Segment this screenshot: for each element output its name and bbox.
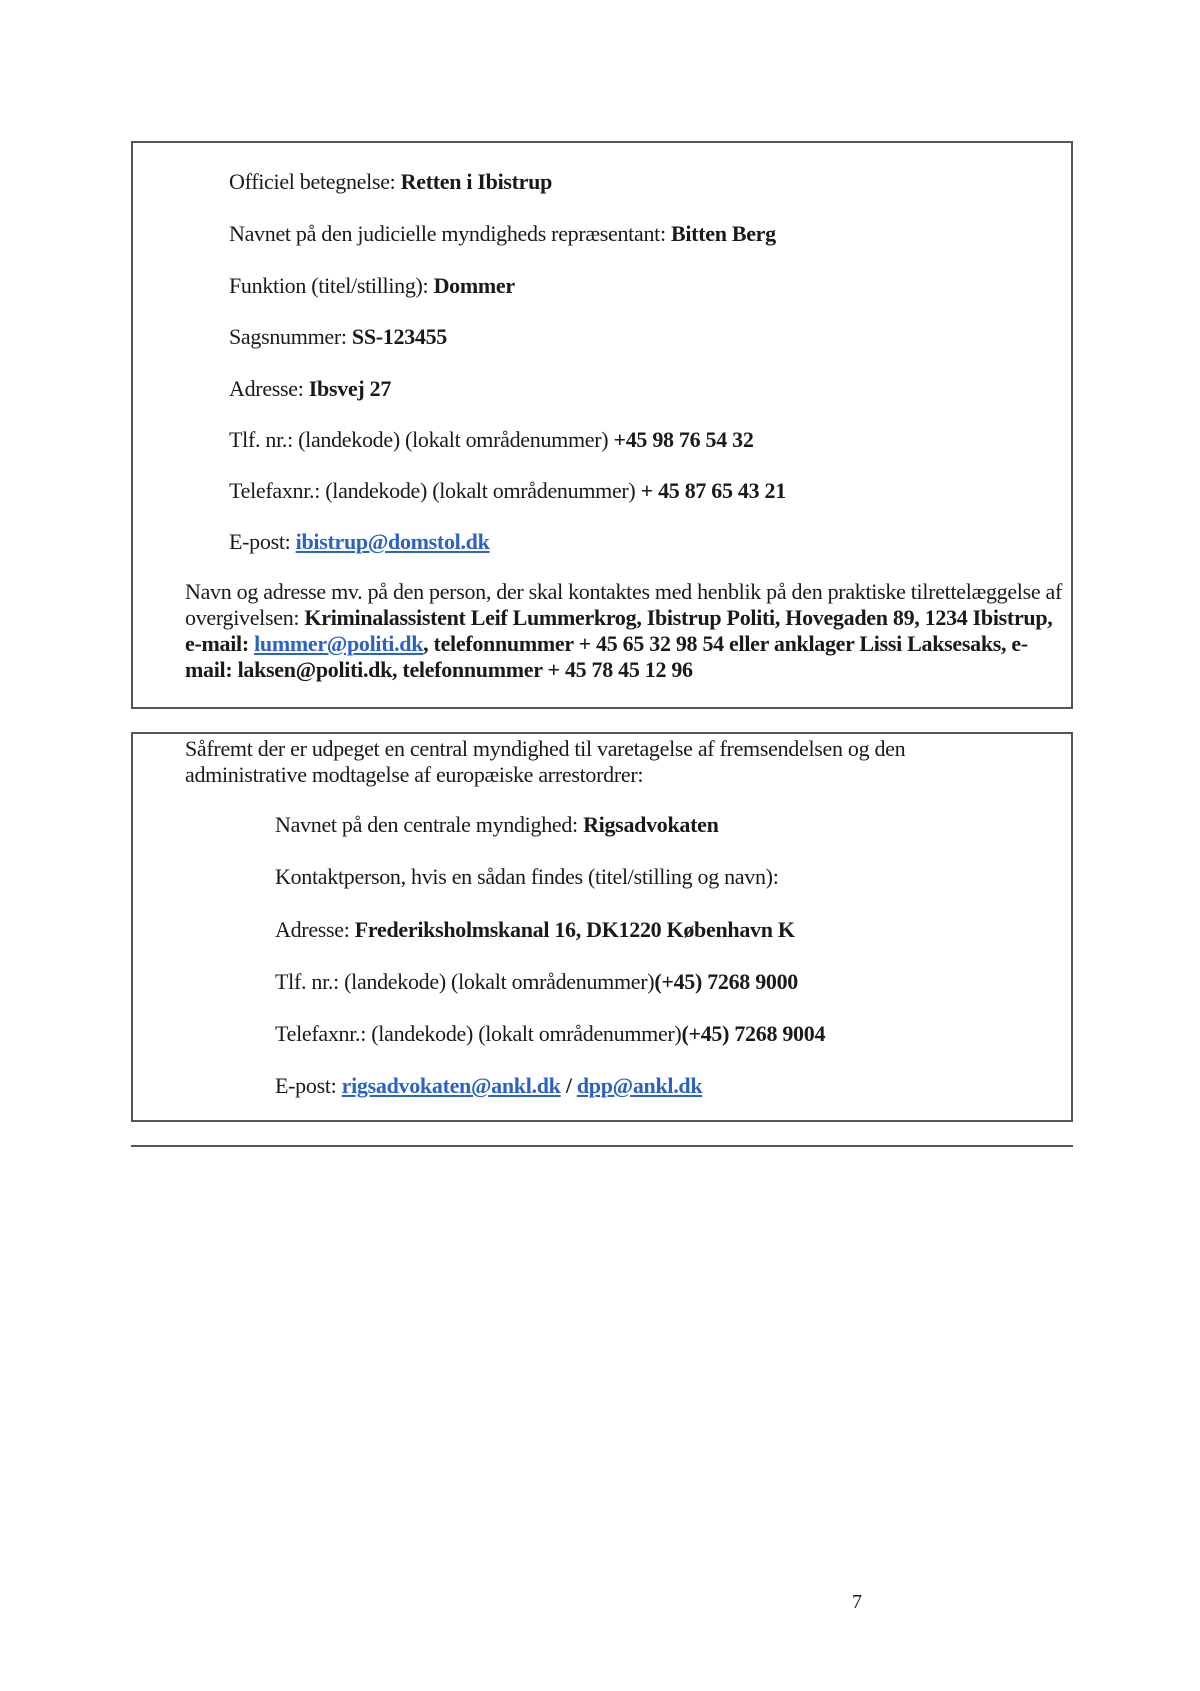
central-fax-label: Telefaxnr.: (landekode) (lokalt områdenummer) xyxy=(275,1021,682,1046)
function-label: Funktion (titel/stilling): xyxy=(229,273,434,298)
contact-intro: Navn og adresse mv. på den person, der skal kontaktes med henblik på den praktiske tilrettelæggelse af overgivelsen: xyxy=(185,579,1063,630)
contact-paragraph xyxy=(185,579,1065,683)
official-designation-value: Retten i Ibistrup xyxy=(400,169,553,194)
contact-person-label: Kontaktperson, hvis en sådan findes (titel/stilling og navn): xyxy=(275,864,779,889)
phone-line xyxy=(229,427,754,453)
case-number-label: Sagsnummer: xyxy=(229,324,352,349)
horizontal-rule xyxy=(131,1145,1073,1147)
email-line xyxy=(229,529,490,555)
representative-line xyxy=(229,221,776,247)
email-link[interactable]: ibistrup@domstol.dk xyxy=(295,529,490,554)
contact-email-link[interactable]: lummer@politi.dk xyxy=(254,631,424,656)
address-line xyxy=(229,376,391,402)
central-email-line xyxy=(275,1073,702,1099)
representative-label: Navnet på den judicielle myndigheds repræsentant: xyxy=(229,221,671,246)
central-fax-value: (+45) 7268 9004 xyxy=(681,1021,826,1046)
fax-line xyxy=(229,478,786,504)
function-value: Dommer xyxy=(433,273,515,298)
central-intro: Såfremt der er udpeget en central myndighed til varetagelse af fremsendelsen og den administrative modtagelse af europæiske arrestordrer: xyxy=(185,736,906,787)
central-email-link-2[interactable]: dpp@ankl.dk xyxy=(576,1073,703,1098)
contact-details-1: Kriminalassistent Leif Lummerkrog, Ibistrup Politi, Hovegaden 89, 1234 Ibistrup, e-mail: xyxy=(185,605,1053,656)
case-number-line xyxy=(229,324,447,350)
central-authority-label: Navnet på den centrale myndighed: xyxy=(275,812,584,837)
judicial-authority-box xyxy=(131,141,1073,709)
central-email-label: E-post: xyxy=(275,1073,342,1098)
central-address-label: Adresse: xyxy=(275,917,355,942)
contact-details-2: , telefonnummer + 45 65 32 98 54 eller anklager Lissi Laksesaks, e-mail: laksen@politi.dk, telefonnummer + 45 78 45 12 96 xyxy=(185,631,1028,682)
page-number: 7 xyxy=(852,1591,862,1613)
address-label: Adresse: xyxy=(229,376,309,401)
phone-value: +45 98 76 54 32 xyxy=(613,427,754,452)
function-line xyxy=(229,273,515,299)
central-address-value: Frederiksholmskanal 16, DK1220 København K xyxy=(354,917,795,942)
address-value: Ibsvej 27 xyxy=(308,376,392,401)
central-address-line xyxy=(275,917,795,943)
central-phone-line xyxy=(275,969,798,995)
case-number-value: SS-123455 xyxy=(351,324,447,349)
central-authority-value: Rigsadvokaten xyxy=(583,812,719,837)
phone-label: Tlf. nr.: (landekode) (lokalt områdenummer) xyxy=(229,427,614,452)
official-designation-line xyxy=(229,169,552,195)
central-authority-box xyxy=(131,732,1073,1122)
central-fax-line xyxy=(275,1021,825,1047)
contact-person-line xyxy=(275,864,779,890)
central-authority-line xyxy=(275,812,719,838)
fax-label: Telefaxnr.: (landekode) (lokalt områdenummer) xyxy=(229,478,641,503)
central-email-link-1[interactable]: rigsadvokaten@ankl.dk xyxy=(341,1073,561,1098)
central-phone-label: Tlf. nr.: (landekode) (lokalt områdenummer) xyxy=(275,969,655,994)
central-email-separator: / xyxy=(560,1073,577,1098)
central-phone-value: (+45) 7268 9000 xyxy=(654,969,799,994)
fax-value: + 45 87 65 43 21 xyxy=(640,478,786,503)
representative-value: Bitten Berg xyxy=(670,221,776,246)
official-designation-label: Officiel betegnelse: xyxy=(229,169,401,194)
email-label: E-post: xyxy=(229,529,296,554)
